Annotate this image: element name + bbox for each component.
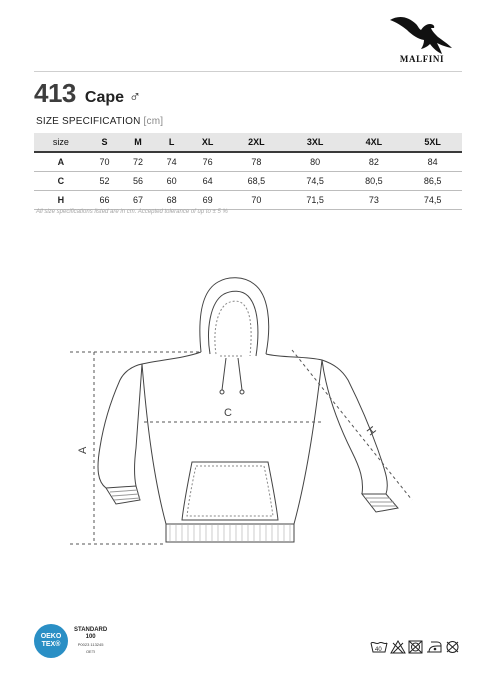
dimension-h <box>292 350 412 500</box>
size-table <box>34 133 462 210</box>
wash-40-icon <box>370 640 388 654</box>
label-c: C <box>224 407 232 419</box>
table-cell: 74,5 <box>286 172 345 191</box>
header-size-label: size <box>34 133 88 152</box>
no-dry-clean-icon <box>445 640 460 654</box>
header-divider <box>34 71 462 72</box>
table-cell: 78 <box>227 152 286 172</box>
row-label: A <box>34 152 88 172</box>
oeko-standard: STANDARD <box>74 627 108 633</box>
table-cell: 68,5 <box>227 172 286 191</box>
tolerance-note: All size specifications listed are in cm. Accepted tolerance of up to ± 5 % <box>36 209 228 215</box>
header-size: S <box>88 133 122 152</box>
model-number: 413 <box>34 78 76 108</box>
table-cell: 72 <box>121 152 155 172</box>
product-name: Cape <box>84 89 125 106</box>
size-spec-heading <box>36 116 163 127</box>
table-cell: 67 <box>121 191 155 210</box>
header-size: 4XL <box>344 133 403 152</box>
header-size: XL <box>188 133 227 152</box>
size-spec-label: SIZE SPECIFICATION <box>36 116 141 127</box>
oeko-badge-line1: OEKO <box>40 633 62 640</box>
size-table-header <box>34 133 462 152</box>
header-size: M <box>121 133 155 152</box>
table-cell: 68 <box>155 191 189 210</box>
table-row <box>34 152 462 172</box>
care-symbols <box>370 640 462 654</box>
label-a: A <box>77 446 89 454</box>
header-size: 2XL <box>227 133 286 152</box>
table-cell: 66 <box>88 191 122 210</box>
brand-logo <box>382 12 462 64</box>
label-h: H <box>363 424 378 439</box>
table-cell: 73 <box>344 191 403 210</box>
oeko-tex-badge <box>34 624 68 658</box>
table-cell: 82 <box>344 152 403 172</box>
row-label: H <box>34 191 88 210</box>
table-cell: 86,5 <box>403 172 462 191</box>
wash-temp: 40 <box>375 647 382 653</box>
male-symbol-icon: ♂ <box>129 89 142 106</box>
table-cell: 70 <box>227 191 286 210</box>
header-size: 5XL <box>403 133 462 152</box>
oeko-tex-certification <box>34 624 107 658</box>
table-cell: 56 <box>121 172 155 191</box>
header-size: L <box>155 133 189 152</box>
no-tumble-dry-icon <box>408 640 423 654</box>
table-cell: 52 <box>88 172 122 191</box>
hoodie-outline <box>98 278 398 542</box>
table-cell: 71,5 <box>286 191 345 210</box>
oeko-tex-details <box>74 627 107 655</box>
table-cell: 60 <box>155 172 189 191</box>
row-label: C <box>34 172 88 191</box>
table-cell: 74 <box>155 152 189 172</box>
table-cell: 84 <box>403 152 462 172</box>
table-cell: 64 <box>188 172 227 191</box>
oeko-number: 100 <box>85 634 96 640</box>
hoodie-diagram <box>60 272 430 562</box>
table-cell: 76 <box>188 152 227 172</box>
oeko-badge-line2: TEX® <box>41 641 61 648</box>
no-bleach-icon <box>390 640 406 654</box>
iron-icon <box>425 640 443 654</box>
table-row <box>34 172 462 191</box>
table-cell: 70 <box>88 152 122 172</box>
size-spec-unit: [cm] <box>143 116 164 127</box>
table-cell: 80 <box>286 152 345 172</box>
table-cell: 80,5 <box>344 172 403 191</box>
product-title <box>34 78 141 109</box>
header-size: 3XL <box>286 133 345 152</box>
oeko-institute: OETI <box>85 649 96 654</box>
table-cell: 74,5 <box>403 191 462 210</box>
brand-name: MALFINI <box>399 54 445 64</box>
eagle-icon <box>388 12 456 56</box>
table-cell: 69 <box>188 191 227 210</box>
table-row <box>34 191 462 210</box>
oeko-code: P0023 113245 <box>77 642 104 647</box>
